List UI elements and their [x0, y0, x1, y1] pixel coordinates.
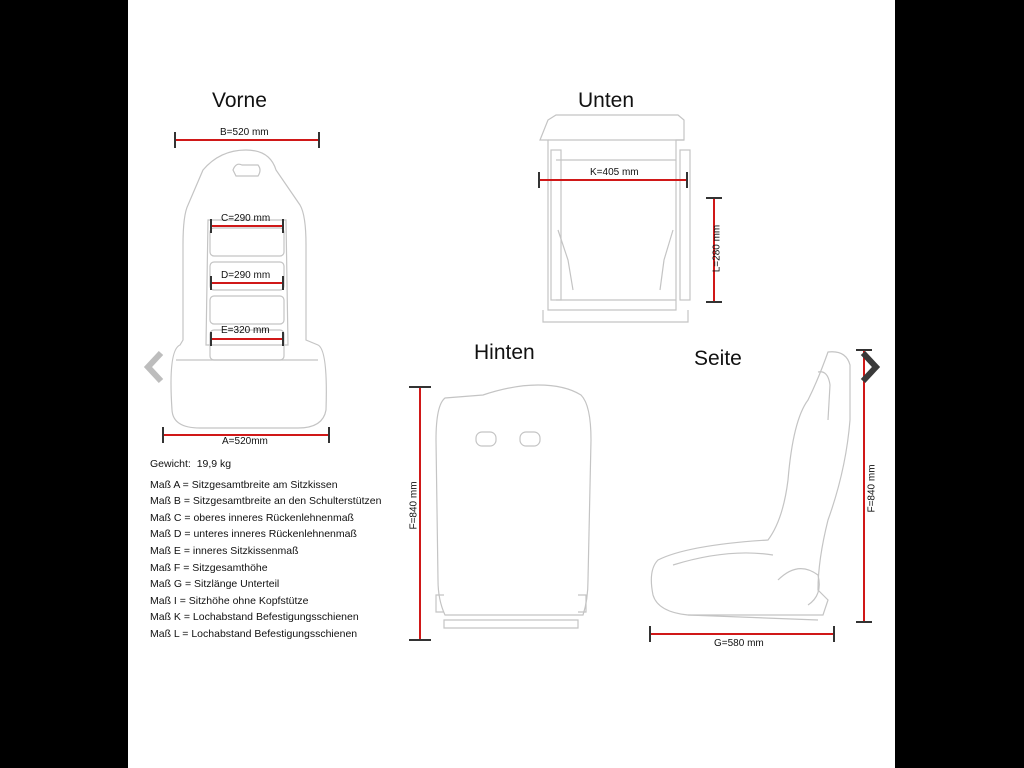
image-panel: [128, 0, 895, 768]
dim-label-f-side: F=840 mm: [866, 464, 878, 513]
dim-label-b: B=520 mm: [220, 127, 269, 138]
dim-label-k: K=405 mm: [590, 167, 639, 178]
chevron-right-icon: [859, 350, 881, 384]
dim-label-d: D=290 mm: [221, 270, 271, 281]
weight-line: [150, 456, 381, 473]
back-view-title: Hinten: [474, 341, 535, 364]
weight-value: 19,9 kg: [196, 458, 232, 470]
legend-item: Maß L = Lochabstand Befestigungsschienen: [150, 627, 358, 640]
legend-item: Maß F = Sitzgesamthöhe: [150, 561, 268, 574]
dim-label-a: A=520mm: [222, 436, 268, 447]
weight-label: Gewicht:: [150, 458, 191, 470]
legend-item: Maß C = oberes inneres Rückenlehnenmaß: [150, 511, 354, 524]
dim-label-g: G=580 mm: [714, 638, 764, 649]
dim-label-f-back: F=840 mm: [408, 481, 420, 530]
legend-item: Maß G = Sitzlänge Unterteil: [150, 578, 280, 591]
legend-item: Maß B = Sitzgesamtbreite an den Schulterstützen: [150, 495, 382, 508]
dim-label-e: E=320 mm: [221, 325, 270, 336]
dim-label-l: L=280 mm: [711, 224, 723, 273]
next-image-button[interactable]: [856, 347, 884, 387]
prev-image-button[interactable]: [140, 347, 168, 387]
chevron-left-icon: [143, 350, 165, 384]
front-view-title: Vorne: [212, 89, 267, 112]
bottom-view-title: Unten: [578, 89, 635, 112]
back-seat-outline: [436, 385, 591, 628]
legend-item: Maß I = Sitzhöhe ohne Kopfstütze: [150, 594, 309, 607]
side-view-title: Seite: [694, 347, 742, 370]
legend-item: Maß K = Lochabstand Befestigungsschienen: [150, 611, 359, 624]
legend-item: Maß D = unteres inneres Rückenlehnenmaß: [150, 528, 357, 541]
bottom-frame-outline: [540, 115, 690, 322]
side-seat-outline: [651, 352, 850, 620]
dim-label-c: C=290 mm: [221, 213, 271, 224]
legend: [150, 456, 381, 643]
seat-drawing: [128, 0, 895, 768]
legend-item: Maß E = inneres Sitzkissenmaß: [150, 544, 299, 557]
legend-item: Maß A = Sitzgesamtbreite am Sitzkissen: [150, 478, 338, 491]
front-seat-outline: [171, 150, 326, 428]
